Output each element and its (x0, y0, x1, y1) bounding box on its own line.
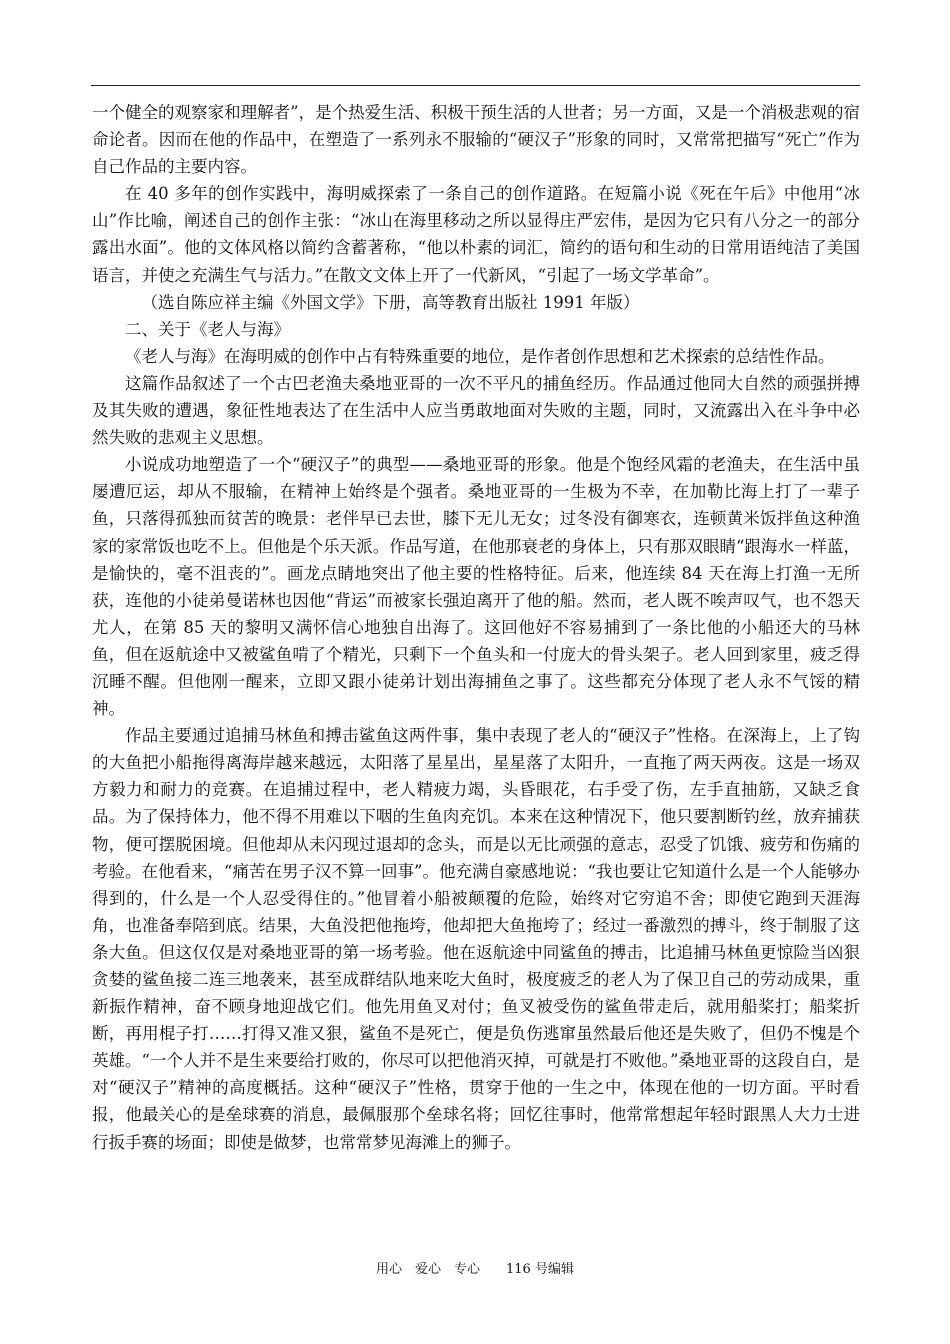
paragraph: 《老人与海》在海明威的创作中占有特殊重要的地位，是作者创作思想和艺术探索的总结性作品。 (125, 346, 835, 366)
paragraph: 在 40 多年的创作实践中，海明威探索了一条自己的创作道路。在短篇小说《死在午后》中他用“冰山”作比喻，阐述自己的创作主张：“冰山在海里移动之所以显得庄严宏伟，是因为它只有八分之一的部分露出水面”。他的文体风格以简约含蓄著称，“他以朴素的词汇，简约的语句和生动的日常用语纯洁了美国语言，并使之充满生气与活力。”在散文文体上开了一代新风，“引起了一场文学革命”。 (92, 184, 860, 285)
document-body (92, 99, 860, 1156)
paragraph: 一个健全的观察家和理解者”，是个热爱生活、积极干预生活的人世者；另一方面，又是一个消极悲观的宿命论者。因而在他的作品中，在塑造了一系列永不服输的“硬汉子”形象的同时，又常常把描写“死亡”作为自己作品的主要内容。 (92, 103, 860, 177)
paragraph: 这篇作品叙述了一个古巴老渔夫桑地亚哥的一次不平凡的捕鱼经历。作品通过他同大自然的顽强拼搏及其失败的遭遇，象征性地表达了在生活中人应当勇敢地面对失败的主题，同时，又流露出入在斗争中必然失败的悲观主义思想。 (92, 373, 860, 448)
section-heading: 二、关于《老人与海》 (125, 319, 290, 339)
page-footer: 用心 爱心 专心 116 号编辑 (376, 1262, 574, 1277)
source-citation: （选自陈应祥主编《外国文学》下册，高等教育出版社 1991 年版） (141, 292, 640, 312)
header-rule (91, 85, 860, 86)
paragraph: 小说成功地塑造了一个“硬汉子”的典型——桑地亚哥的形象。他是个饱经风霜的老渔夫，在生活中虽屡遭厄运，却从不服输，在精神上始终是个强者。桑地亚哥的一生极为不幸，在加勒比海上打了一辈子鱼，只落得孤独而贫苦的晚景：老伴早已去世，膝下无儿无女；过冬没有御寒衣，连顿黄米饭拌鱼这种渔家的家常饭也吃不上。但他是个乐天派。作品写道，在他那衰老的身体上，只有那双眼睛“跟海水一样蓝，是愉快的，毫不沮丧的”。画龙点睛地突出了他主要的性格特征。后来，他连续 84 天在海上打渔一无所获，连他的小徒弟曼诺林也因他“背运”而被家长强迫离开了他的船。然而，老人既不唉声叹气，也不怨天尤人，在第 85 天的黎明又满怀信心地独自出海了。这回他好不容易捕到了一条比他的小船还大的马林鱼，但在返航途中又被鲨鱼啃了个精光，只剩下一个鱼头和一付庞大的骨头架子。老人回到家里，疲乏得沉睡不醒。但他刚一醒来，立即又跟小徒弟计划出海捕鱼之事了。这些都充分体现了老人永不气馁的精神。 (92, 455, 860, 719)
paragraph: 作品主要通过追捕马林鱼和搏击鲨鱼这两件事，集中表现了老人的“硬汉子”性格。在深海上，上了钩的大鱼把小船拖得离海岸越来越远，太阳落了星星出，星星落了太阳升，一直拖了两天两夜。这是一场双方毅力和耐力的竞赛。在追捕过程中，老人精疲力竭，头昏眼花，右手受了伤，左手直抽筋，又缺乏食品。为了保持体力，他不得不用难以下咽的生鱼肉充饥。本来在这种情况下，他只要割断钓丝，放弃捕获物，便可摆脱困境。但他却从未闪现过退却的念头，而是以无比顽强的意志，忍受了饥饿、疲劳和伤痛的考验。在他看来，“痛苦在男子汉不算一回事”。他充满自豪感地说：“我也要让它知道什么是一个人能够办得到的，什么是一个人忍受得住的。”他冒着小船被颠覆的危险，始终对它穷追不舍；即使它跑到天涯海角，也准备奉陪到底。结果，大鱼没把他拖垮，他却把大鱼拖垮了；经过一番激烈的搏斗，终于制服了这条大鱼。但这仅仅是对桑地亚哥的第一场考验。他在返航途中同鲨鱼的搏击，比追捕马林鱼更惊险当凶狠贪婪的鲨鱼接二连三地袭来，甚至成群结队地来吃大鱼时，极度疲乏的老人为了保卫自己的劳动成果，重新振作精神，奋不顾身地迎战它们。他先用鱼叉对付；鱼叉被受伤的鲨鱼带走后，就用船桨打；船桨折断，再用棍子打……打得又准又狠，鲨鱼不是死亡，便是负伤逃窜虽然最后他还是失败了，但仍不愧是个英雄。“一个人并不是生来要给打败的，你尽可以把他消灭掉，可就是打不败他。”桑地亚哥的这段自白，是对“硬汉子”精神的高度概括。这种“硬汉子”性格，贯穿于他的一生之中，体现在他的一切方面。平时看报，他最关心的是垒球赛的消息，最佩服那个垒球名将；回忆往事时，他常常想起年轻时跟黑人大力士进行扳手赛的场面；即使是做梦，也常常梦见海滩上的狮子。 (92, 726, 860, 1152)
